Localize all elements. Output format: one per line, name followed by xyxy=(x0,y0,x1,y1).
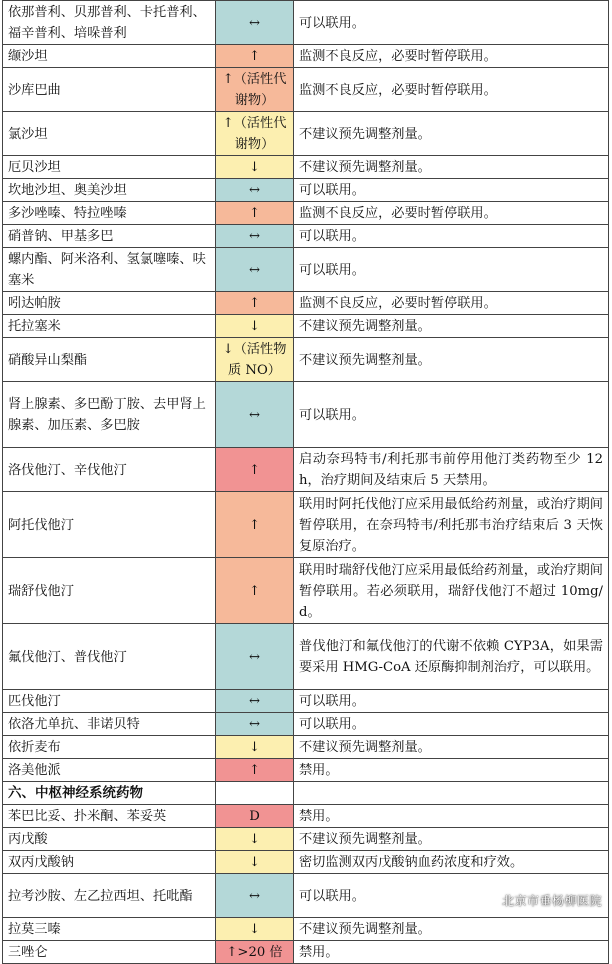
advice-cell: 可以联用。 xyxy=(294,1,609,45)
table-row xyxy=(3,112,609,156)
effect-cell: ↓ xyxy=(216,315,294,338)
drug-name-cell: 拉考沙胺、左乙拉西坦、托吡酯 xyxy=(3,874,216,918)
table-row xyxy=(3,851,609,874)
drug-name-cell: 氯沙坦 xyxy=(3,112,216,156)
effect-cell: ↔ xyxy=(216,1,294,45)
advice-cell: 可以联用。 xyxy=(294,248,609,292)
advice-cell: 不建议预先调整剂量。 xyxy=(294,315,609,338)
advice-cell: 可以联用。 xyxy=(294,713,609,736)
effect-cell: ↓ xyxy=(216,918,294,941)
drug-name-cell: 瑞舒伐他汀 xyxy=(3,558,216,624)
advice-cell: 监测不良反应，必要时暂停联用。 xyxy=(294,68,609,112)
advice-cell: 可以联用。 xyxy=(294,690,609,713)
table-row xyxy=(3,45,609,68)
advice-cell: 可以联用。 xyxy=(294,225,609,248)
drug-name-cell: 双丙戊酸钠 xyxy=(3,851,216,874)
table-row xyxy=(3,448,609,492)
drug-name-cell: 缬沙坦 xyxy=(3,45,216,68)
effect-cell: ↑ xyxy=(216,202,294,225)
section-empty-cell xyxy=(294,782,609,805)
drug-name-cell: 肾上腺素、多巴酚丁胺、去甲肾上腺素、加压素、多巴胺 xyxy=(3,382,216,448)
advice-cell: 可以联用。 xyxy=(294,874,609,918)
section-empty-cell xyxy=(216,782,294,805)
advice-cell: 不建议预先调整剂量。 xyxy=(294,918,609,941)
table-row xyxy=(3,248,609,292)
table-row xyxy=(3,690,609,713)
advice-cell: 不建议预先调整剂量。 xyxy=(294,156,609,179)
advice-cell: 禁用。 xyxy=(294,759,609,782)
effect-cell: ↑>20 倍 xyxy=(216,941,294,964)
effect-cell: ↔ xyxy=(216,690,294,713)
drug-name-cell: 依洛尤单抗、非诺贝特 xyxy=(3,713,216,736)
table-row xyxy=(3,805,609,828)
drug-name-cell: 苯巴比妥、扑米酮、苯妥英 xyxy=(3,805,216,828)
table-row xyxy=(3,315,609,338)
drug-name-cell: 匹伐他汀 xyxy=(3,690,216,713)
table-row xyxy=(3,759,609,782)
drug-name-cell: 丙戊酸 xyxy=(3,828,216,851)
drug-name-cell: 拉莫三嗪 xyxy=(3,918,216,941)
effect-cell: ↑（活性代谢物） xyxy=(216,68,294,112)
drug-name-cell: 吲达帕胺 xyxy=(3,292,216,315)
drug-name-cell: 依那普利、贝那普利、卡托普利、福辛普利、培哚普利 xyxy=(3,1,216,45)
table-row xyxy=(3,918,609,941)
table-row xyxy=(3,292,609,315)
advice-cell: 联用时瑞舒伐他汀应采用最低给药剂量，或治疗期间暂停联用。若必须联用，瑞舒伐他汀不超过 10mg/d。 xyxy=(294,558,609,624)
drug-name-cell: 硝酸异山梨酯 xyxy=(3,338,216,382)
effect-cell: ↑（活性代谢物） xyxy=(216,112,294,156)
table-row xyxy=(3,492,609,558)
drug-name-cell: 厄贝沙坦 xyxy=(3,156,216,179)
advice-cell: 监测不良反应，必要时暂停联用。 xyxy=(294,292,609,315)
advice-cell: 不建议预先调整剂量。 xyxy=(294,828,609,851)
watermark: 北京市垂杨柳医院 xyxy=(501,894,602,908)
drug-name-cell: 托拉塞米 xyxy=(3,315,216,338)
section-row xyxy=(3,782,609,805)
drug-name-cell: 洛伐他汀、辛伐他汀 xyxy=(3,448,216,492)
drug-name-cell: 坎地沙坦、奥美沙坦 xyxy=(3,179,216,202)
drug-name-cell: 三唑仑 xyxy=(3,941,216,964)
table-row xyxy=(3,736,609,759)
effect-cell: ↓ xyxy=(216,736,294,759)
table-row xyxy=(3,68,609,112)
table-row xyxy=(3,179,609,202)
table-body xyxy=(3,1,609,964)
drug-name-cell: 洛美他派 xyxy=(3,759,216,782)
drug-name-cell: 依折麦布 xyxy=(3,736,216,759)
drug-name-cell: 螺内酯、阿米洛利、氢氯噻嗪、呋塞米 xyxy=(3,248,216,292)
advice-cell: 普伐他汀和氟伐他汀的代谢不依赖 CYP3A，如果需要采用 HMG-CoA 还原酶抑制剂治疗，可以联用。 xyxy=(294,624,609,690)
table-row xyxy=(3,624,609,690)
drug-name-cell: 氟伐他汀、普伐他汀 xyxy=(3,624,216,690)
advice-cell: 不建议预先调整剂量。 xyxy=(294,736,609,759)
effect-cell: ↑ xyxy=(216,759,294,782)
advice-cell: 联用时阿托伐他汀应采用最低给药剂量，或治疗期间暂停联用，在奈玛特韦/利托那韦治疗结束后 3 天恢复原治疗。 xyxy=(294,492,609,558)
effect-cell: ↑ xyxy=(216,558,294,624)
effect-cell: D xyxy=(216,805,294,828)
advice-cell: 监测不良反应，必要时暂停联用。 xyxy=(294,45,609,68)
table-row xyxy=(3,941,609,964)
drug-name-cell: 硝普钠、甲基多巴 xyxy=(3,225,216,248)
drug-name-cell: 沙库巴曲 xyxy=(3,68,216,112)
effect-cell: ↓ xyxy=(216,156,294,179)
effect-cell: ↔ xyxy=(216,179,294,202)
advice-cell: 密切监测双丙戊酸钠血药浓度和疗效。 xyxy=(294,851,609,874)
effect-cell: ↓ xyxy=(216,828,294,851)
table-row xyxy=(3,558,609,624)
advice-cell: 不建议预先调整剂量。 xyxy=(294,338,609,382)
effect-cell: ↑ xyxy=(216,292,294,315)
advice-cell: 不建议预先调整剂量。 xyxy=(294,112,609,156)
advice-cell: 禁用。 xyxy=(294,805,609,828)
table-row xyxy=(3,156,609,179)
section-title: 六、中枢神经系统药物 xyxy=(3,782,216,805)
effect-cell: ↔ xyxy=(216,225,294,248)
effect-cell: ↑ xyxy=(216,492,294,558)
drug-name-cell: 阿托伐他汀 xyxy=(3,492,216,558)
effect-cell: ↑ xyxy=(216,45,294,68)
table-row xyxy=(3,828,609,851)
advice-cell: 可以联用。 xyxy=(294,382,609,448)
effect-cell: ↔ xyxy=(216,713,294,736)
drug-name-cell: 多沙唑嗪、特拉唑嗪 xyxy=(3,202,216,225)
effect-cell: ↔ xyxy=(216,874,294,918)
drug-interaction-table xyxy=(2,0,609,964)
effect-cell: ↔ xyxy=(216,382,294,448)
table-row xyxy=(3,225,609,248)
advice-cell: 可以联用。 xyxy=(294,179,609,202)
advice-cell: 禁用。 xyxy=(294,941,609,964)
effect-cell: ↓ xyxy=(216,851,294,874)
table-row xyxy=(3,713,609,736)
table-row xyxy=(3,1,609,45)
effect-cell: ↔ xyxy=(216,248,294,292)
table-row xyxy=(3,338,609,382)
table-row xyxy=(3,382,609,448)
effect-cell: ↓（活性物质 NO） xyxy=(216,338,294,382)
effect-cell: ↔ xyxy=(216,624,294,690)
effect-cell: ↑ xyxy=(216,448,294,492)
table-row xyxy=(3,202,609,225)
advice-cell: 启动奈玛特韦/利托那韦前停用他汀类药物至少 12h，治疗期间及结束后 5 天禁用。 xyxy=(294,448,609,492)
advice-cell: 监测不良反应，必要时暂停联用。 xyxy=(294,202,609,225)
